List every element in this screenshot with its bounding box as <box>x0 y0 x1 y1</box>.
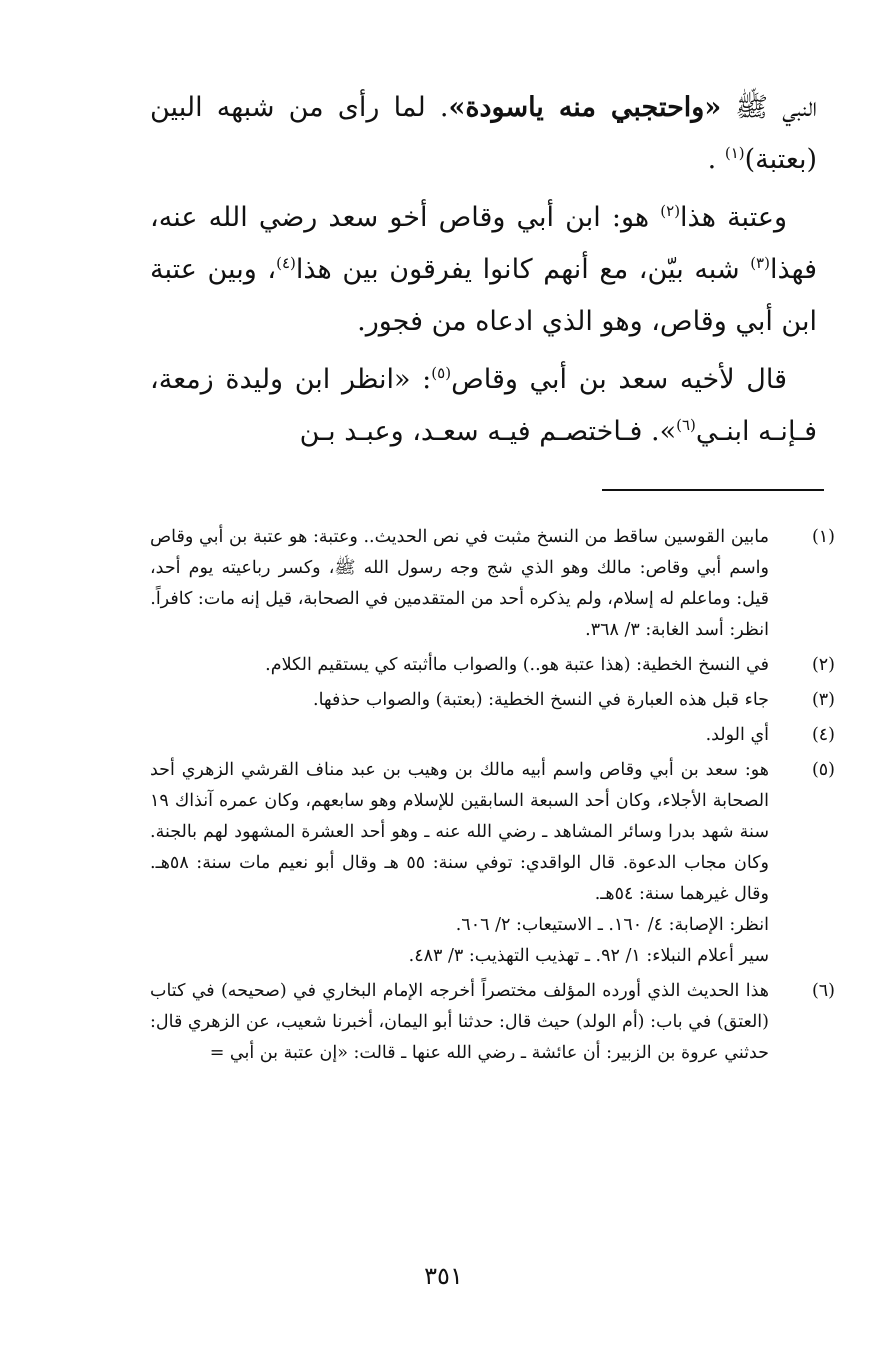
footnote-body <box>150 522 795 646</box>
footnote-line: سير أعلام النبلاء: ١/ ٩٢. ـ تهذيب التهذيب: ٣/ ٤٨٣. <box>408 946 769 966</box>
footnote-line: أي الولد. <box>705 725 769 745</box>
footnote-ref-3[interactable]: (٣) <box>750 254 770 272</box>
footnote-body <box>150 720 795 751</box>
main-text <box>150 82 817 464</box>
footnote-ref-4[interactable]: (٤) <box>276 254 296 272</box>
footnote-ref-6[interactable]: (٦) <box>676 416 696 434</box>
footnote-number: (٦) <box>811 981 835 1001</box>
footnote-1 <box>150 522 835 646</box>
footnote-body <box>150 650 795 681</box>
footnote-body <box>150 685 795 716</box>
footnote-ref-5[interactable]: (٥) <box>431 364 452 382</box>
footnote-line: انظر: الإصابة: ٤/ ١٦٠. ـ الاستيعاب: ٢/ ٦٠٦. <box>455 915 769 935</box>
main-paragraph-1: النبي ﷺ «واحتجبي منه ياسودة». لما رأى من شبهه البين (بعتبة)$^{(١)}$ . <box>150 92 818 175</box>
footnote-body <box>150 976 795 1069</box>
footnote-ref-2[interactable]: (٢) <box>660 202 681 220</box>
footnote-body <box>150 755 795 972</box>
footnote-4 <box>150 720 835 751</box>
footnote-number: (٢) <box>811 655 835 675</box>
main-paragraph-3: قال لأخيه سعد بن أبي وقاص$^{(٥)}$: «انظر ابن وليدة زمعة، فـإنـه ابنـي$^{(٦)}$». فـاختصـم فيـه سعـد، وعبـد بـن <box>150 364 817 447</box>
footnote-line: في النسخ الخطية: (هذا عتبة هو..) والصواب ماأثبته كي يستقيم الكلام. <box>265 655 769 675</box>
footnote-separator <box>602 489 824 491</box>
footnote-ref-1[interactable]: (١) <box>724 144 745 162</box>
footnotes <box>150 522 835 1073</box>
main-paragraph-2: وعتبة هذا$^{(٢)}$ هو: ابن أبي وقاص أخو سعد رضي الله عنه، فهذا$^{(٣)}$ شبه بيّن، مع أنهم كانوا يفرقون بين هذا$^{(٤)}$، وبين عتبة ابن أبي وقاص، وهو الذي ادعاه من فجور. <box>150 202 817 337</box>
hadith-quote: «واحتجبي منه ياسودة» <box>448 92 722 123</box>
footnote-number: (٥) <box>811 760 835 780</box>
footnote-line: هذا الحديث الذي أورده المؤلف مختصراً أخرجه الإمام البخاري في (صحيحه) في كتاب (العتق) في باب: (أم الولد) حيث قال: حدثنا أبو اليمان، أخبرنا شعيب، عن الزهري قال: حدثني عروة بن الزبير: أن عائشة ـ رضي الله عنها ـ قالت: «إن عتبة بن أبي = <box>150 981 769 1063</box>
footnote-number: (١) <box>811 527 835 547</box>
footnote-number: (٣) <box>811 690 835 710</box>
footnote-line: انظر: أسد الغابة: ٣/ ٣٦٨. <box>585 620 769 640</box>
footnote-line: هو: سعد بن أبي وقاص واسم أبيه مالك بن وهيب بن عبد مناف القرشي الزهري أحد الصحابة الأجلاء، وكان أحد السبعة السابقين للإسلام وهو سابعهم، وكان عمره آنذاك ١٩ سنة شهد بدرا وسائر المشاهد ـ رضي الله عنه ـ وهو أحد العشرة المشهود لهم بالجنة. وكان مجاب الدعوة. قال الواقدي: توفي سنة: ٥٥ هـ وقال أبو نعيم مات سنة: ٥٨هـ. وقال غيرهما سنة: ٥٤هـ. <box>150 760 769 904</box>
footnote-6 <box>150 976 835 1069</box>
footnote-line: جاء قبل هذه العبارة في النسخ الخطية: (بعتبة) والصواب حذفها. <box>313 690 769 710</box>
footnote-5 <box>150 755 835 972</box>
footnote-2 <box>150 650 835 681</box>
page-number: ٣٥١ <box>424 1262 463 1290</box>
footnote-number: (٤) <box>811 725 835 745</box>
footnote-line: مابين القوسين ساقط من النسخ مثبت في نص الحديث.. وعتبة: هو عتبة بن أبي وقاص واسم أبي وقاص: مالك وهو الذي شج وجه رسول الله ﷺ، وكسر رباعيته يوم أحد، قيل: وماعلم له إسلام، ولم يذكره أحد من المتقدمين في الصحابة، قيل إنه مات: كافراً. <box>150 527 769 609</box>
footnote-3 <box>150 685 835 716</box>
